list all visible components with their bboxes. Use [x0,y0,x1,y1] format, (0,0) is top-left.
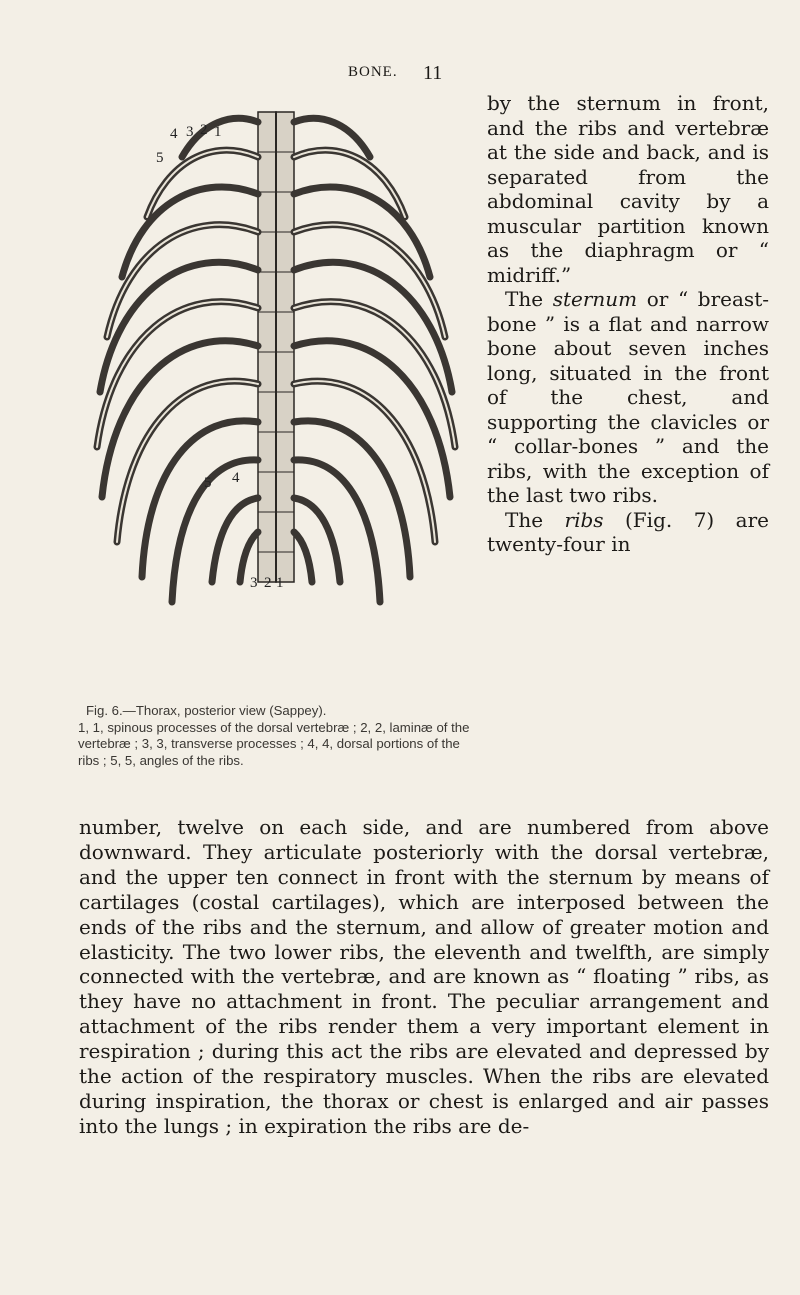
full-width-text [79,815,769,1139]
page-number: 11 [423,62,443,84]
thorax-figure [82,82,472,702]
caption-title: Fig. 6.—Thorax, posterior view (Sappey). [86,703,327,718]
fig-label-3-top: 3 [186,124,194,140]
paragraph-ribs-continued: number, twelve on each side, and are numbered from above downward. They articulate posteriorly with the dorsal vertebræ, and the upper ten connect in front with the sternum by means of cartilages (costal cartilages), which are interposed between the ends of the ribs and the sternum, and allow of greater motion and elasticity. The two lower ribs, the eleventh and twelfth, are simply connected with the vertebræ, and are known as “ floating ” ribs, as they have no attachment in front. The peculiar arrangement and attachment of the ribs render them a very important element in respiration ; during this act the ribs are elevated and depressed by the action of the respiratory muscles. When the ribs are elevated during inspiration, the thorax or chest is enlarged and air passes into the lungs ; in expiration the ribs are de- [79,815,769,1138]
ribs-term: ribs [564,507,604,532]
fig-label-4-top: 4 [170,126,178,142]
paragraph-ribs-start [487,508,769,557]
fig-label-1-bottom: 1 [276,575,284,591]
vertebral-column [258,112,294,582]
sternum-lead: The [505,287,553,311]
sternum-body: or “ breast-bone ” is a flat and narrow bone about seven inches long, situated in the front of the chest, and supporting the clavicles or “ collar-bones ” and the ribs, with the exception of the last two ribs. [487,287,769,507]
fig-label-1-top: 1 [214,124,222,140]
right-ribs [294,118,455,602]
paragraph-sternum [487,287,769,508]
sternum-term: sternum [552,287,638,311]
running-head: BONE. [348,64,398,80]
fig-label-5-top: 5 [156,150,164,166]
fig-label-2-bottom: 2 [264,575,272,591]
side-column-text [487,91,769,557]
left-ribs [97,118,258,602]
figure-caption [78,703,476,769]
ribs-lead: The [505,507,565,532]
caption-body: 1, 1, spinous processes of the dorsal vertebræ ; 2, 2, laminæ of the vertebræ ; 3, 3, transverse processes ; 4, 4, dorsal portions of the ribs ; 5, 5, angles of the ribs. [78,719,470,768]
fig-label-3-bottom: 3 [250,575,258,591]
ribs-body-start: (Fig. 7) are twenty-four in [487,507,769,556]
thorax-illustration [82,82,472,702]
paragraph-diaphragm: by the sternum in front, and the ribs and vertebræ at the side and back, and is separated from the abdominal cavity by a muscular partition known as the diaphragm or “ midriff.” [487,91,769,287]
fig-label-5-mid: 5 [204,475,212,491]
fig-label-4-mid: 4 [232,470,240,486]
fig-label-2-top: 2 [200,122,208,138]
